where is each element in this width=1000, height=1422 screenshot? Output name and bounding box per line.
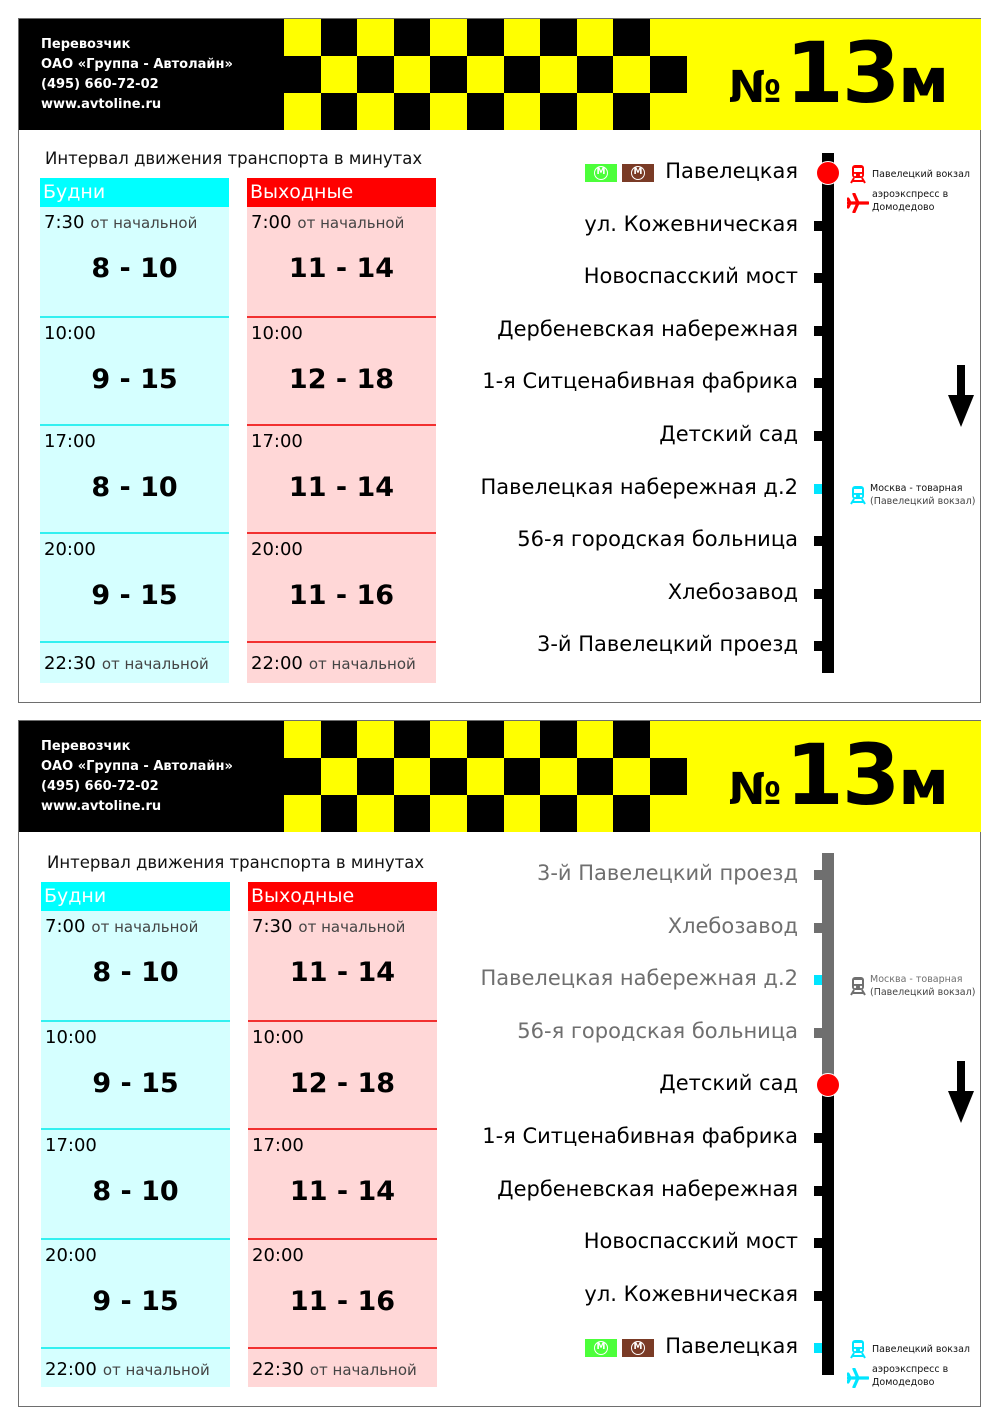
checker-square: [650, 56, 687, 93]
checker-square: [467, 56, 504, 93]
interval-row-last: [248, 1349, 437, 1387]
interval-time: 10:00: [252, 1027, 304, 1048]
checker-square: [430, 56, 467, 93]
checker-square: [613, 758, 650, 795]
interval-range: 8 - 10: [92, 957, 179, 988]
weekday-header: Будни: [41, 882, 230, 911]
interval-range: 11 - 14: [289, 1176, 396, 1207]
route-number-value: 13: [785, 726, 899, 824]
interval-time: 7:00: [45, 916, 86, 937]
weekend-column: [248, 882, 437, 1387]
stop-name: Новоспасский мост: [583, 264, 798, 289]
interval-range: 9 - 15: [91, 364, 178, 395]
weekday-column: [41, 882, 230, 1387]
stop-tick: [814, 1238, 822, 1248]
carrier-info: [41, 737, 233, 817]
interval-time: 10:00: [251, 323, 303, 344]
train-icon: [850, 485, 866, 509]
stop-name: Хлебозавод: [667, 579, 798, 604]
checker-square: [321, 19, 358, 56]
checker-square: [577, 795, 614, 832]
carrier-label: Перевозчик: [41, 37, 131, 52]
interval-range: 11 - 16: [289, 1286, 396, 1317]
aeroexpress-label: [872, 188, 948, 214]
stop-name: ул. Кожевническая: [584, 1281, 798, 1306]
checker-square: [394, 19, 431, 56]
interval-note: от начальной: [308, 655, 416, 673]
stop-name: Павелецкая: [665, 159, 798, 183]
checker-square: [284, 795, 321, 832]
train-icon: [850, 976, 866, 1000]
interval-row: [40, 534, 229, 643]
checker-square: [613, 93, 650, 130]
interval-range: 8 - 10: [92, 1176, 179, 1207]
stop-tick: [814, 536, 822, 546]
checker-square: [467, 721, 504, 758]
stop-tick: [814, 273, 822, 283]
carrier-phone: (495) 660-72-02: [41, 779, 159, 794]
stop-name: 56-я городская больница: [517, 1018, 798, 1043]
checker-square: [613, 721, 650, 758]
interval-time: 17:00: [251, 431, 303, 452]
checker-square: [577, 19, 614, 56]
timetable-panel-2: [18, 720, 981, 1407]
interval-row: [41, 911, 230, 1022]
stop-tick: [814, 326, 822, 336]
checker-square: [430, 758, 467, 795]
interval-range: 8 - 10: [91, 253, 178, 284]
checker-square: [430, 19, 467, 56]
interval-range: 9 - 15: [92, 1286, 179, 1317]
checker-square: [430, 721, 467, 758]
interval-time: 7:00: [251, 212, 292, 233]
route-number-value: 13: [785, 24, 899, 122]
airplane-icon: [847, 1368, 869, 1392]
interval-row: [248, 911, 437, 1022]
checker-square: [613, 795, 650, 832]
route-number-suffix: м: [898, 746, 949, 819]
stop-tick: [814, 1291, 822, 1301]
train-icon: [850, 164, 866, 188]
weekday-header: Будни: [40, 178, 229, 207]
stop-name: ул. Кожевническая: [584, 211, 798, 236]
stop-name: 3-й Павелецкий проезд: [536, 632, 798, 657]
interval-time: 22:00: [45, 1359, 97, 1380]
checker-square: [540, 721, 577, 758]
interval-time: 7:30: [252, 916, 293, 937]
interval-row: [248, 1130, 437, 1240]
interval-range: 11 - 14: [288, 472, 395, 503]
aeroexpress-label: [872, 1363, 948, 1389]
stop-name: Хлебозавод: [667, 913, 798, 938]
metro-logo-icon: M: [622, 1339, 654, 1357]
checker-square: [540, 93, 577, 130]
interval-time: 17:00: [44, 431, 96, 452]
route-number: [728, 21, 949, 126]
interval-time: 20:00: [251, 539, 303, 560]
interval-range: 11 - 14: [288, 253, 395, 284]
checker-square: [467, 758, 504, 795]
interval-row: [40, 207, 229, 318]
interval-range: 9 - 15: [91, 580, 178, 611]
aeroexpress-line2: Домодедово: [872, 1377, 935, 1389]
carrier-website[interactable]: www.avtoline.ru: [41, 97, 162, 112]
interval-row: [41, 1240, 230, 1349]
interval-row: [41, 1130, 230, 1240]
interval-time: 10:00: [45, 1027, 97, 1048]
interval-time: 22:30: [44, 653, 96, 674]
checker-square: [467, 93, 504, 130]
aeroexpress-line2: Домодедово: [872, 202, 935, 213]
interval-note: от начальной: [298, 918, 406, 936]
stop-tick: [814, 484, 822, 494]
metro-logo-icon: M: [585, 164, 617, 182]
stop-tick: [814, 221, 822, 231]
interval-row: [247, 318, 436, 426]
interval-time: 22:30: [252, 1359, 304, 1380]
aeroexpress-line1: аэроэкспресс в: [872, 1364, 949, 1376]
interval-time: 17:00: [45, 1135, 97, 1156]
interval-row: [41, 1022, 230, 1130]
interval-row-last: [41, 1349, 230, 1387]
weekend-column: [247, 178, 436, 683]
stop-name: 56-я городская больница: [517, 527, 798, 552]
checker-square: [394, 795, 431, 832]
checker-square: [321, 93, 358, 130]
stop-tick: [814, 378, 822, 388]
route-line-passed: [822, 853, 834, 1083]
freight-line2: (Павелецкий вокзал): [870, 495, 976, 507]
checker-pattern: [284, 19, 686, 130]
checker-square: [284, 56, 321, 93]
stop-tick: [814, 1133, 822, 1143]
carrier-company: ОАО «Группа - Автолайн»: [41, 759, 233, 774]
stop-name: 1-я Ситценабивная фабрика: [482, 369, 798, 394]
checker-square: [577, 758, 614, 795]
checker-square: [540, 758, 577, 795]
checker-square: [394, 56, 431, 93]
interval-time: 20:00: [44, 539, 96, 560]
freight-station-label: [870, 482, 975, 508]
interval-row-last: [247, 643, 436, 683]
checker-square: [504, 721, 541, 758]
freight-line2: (Павелецкий вокзал): [870, 987, 976, 999]
checker-square: [284, 721, 321, 758]
stop-name: Дербеневская набережная: [497, 316, 798, 341]
interval-row: [248, 1240, 437, 1349]
stop-tick: [814, 923, 822, 933]
stop-name: Детский сад: [659, 1071, 798, 1096]
current-stop-marker: [816, 1073, 840, 1097]
weekend-header: Выходные: [247, 178, 436, 207]
arrow-down-icon: [948, 1061, 974, 1123]
checker-square: [284, 19, 321, 56]
checker-square: [613, 56, 650, 93]
interval-row: [248, 1022, 437, 1130]
stop-tick: [814, 870, 822, 880]
checker-square: [577, 93, 614, 130]
transfer-station-label: Павелецкий вокзал: [872, 169, 970, 180]
interval-title: Интервал движения транспорта в минутах: [45, 149, 423, 168]
stop-name: Новоспасский мост: [583, 1229, 798, 1254]
interval-row: [247, 426, 436, 534]
stop-name: Павелецкая набережная д.2: [480, 966, 798, 991]
stop-tick: [814, 1186, 822, 1196]
checker-square: [357, 19, 394, 56]
interval-note: от начальной: [91, 918, 199, 936]
checker-square: [394, 758, 431, 795]
checker-square: [394, 93, 431, 130]
checker-square: [540, 19, 577, 56]
interval-range: 11 - 14: [289, 957, 396, 988]
weekday-column: [40, 178, 229, 683]
carrier-label: Перевозчик: [41, 739, 131, 754]
checker-square: [504, 93, 541, 130]
checker-square: [504, 795, 541, 832]
carrier-phone: (495) 660-72-02: [41, 77, 159, 92]
checker-square: [357, 721, 394, 758]
checker-square: [613, 19, 650, 56]
checker-square: [430, 93, 467, 130]
airplane-icon: [847, 193, 869, 217]
carrier-company: ОАО «Группа - Автолайн»: [41, 57, 233, 72]
route-header: [19, 721, 981, 832]
route-number-suffix: м: [898, 44, 949, 117]
checker-square: [540, 56, 577, 93]
interval-note: от начальной: [101, 655, 209, 673]
interval-time: 20:00: [45, 1245, 97, 1266]
stop-tick: [814, 431, 822, 441]
route-number-prefix: №: [728, 62, 782, 113]
checker-square: [284, 758, 321, 795]
checker-square: [577, 721, 614, 758]
route-number: [728, 723, 949, 828]
weekend-header: Выходные: [248, 882, 437, 911]
stop-name: 1-я Ситценабивная фабрика: [482, 1124, 798, 1148]
checker-square: [577, 56, 614, 93]
interval-row: [247, 534, 436, 643]
checker-square: [321, 56, 358, 93]
aeroexpress-line1: аэроэкспресс в: [872, 189, 949, 200]
route-line: [822, 1085, 834, 1375]
carrier-info: [41, 35, 233, 115]
transfer-station-label: Павелецкий вокзал: [872, 1344, 970, 1356]
interval-row-last: [40, 643, 229, 683]
stop-name: Павелецкая: [665, 1334, 798, 1359]
checker-square: [321, 721, 358, 758]
interval-time: 7:30: [44, 212, 85, 233]
interval-note: от начальной: [309, 1361, 417, 1379]
interval-time: 10:00: [44, 323, 96, 344]
checker-square: [357, 795, 394, 832]
stop-tick: [814, 589, 822, 599]
interval-range: 12 - 18: [288, 364, 395, 395]
stop-tick: [814, 975, 822, 985]
stop-name: 3-й Павелецкий проезд: [536, 861, 798, 885]
interval-row: [40, 318, 229, 426]
stop-name: Дербеневская набережная: [497, 1176, 798, 1201]
interval-time: 17:00: [252, 1135, 304, 1156]
carrier-website[interactable]: www.avtoline.ru: [41, 799, 162, 814]
interval-title: Интервал движения транспорта в минутах: [47, 853, 425, 872]
metro-logo-icon: M: [622, 164, 654, 182]
metro-logo-icon: M: [585, 1339, 617, 1357]
interval-note: от начальной: [90, 214, 198, 232]
interval-range: 8 - 10: [91, 472, 178, 503]
route-line: [822, 153, 834, 673]
checker-square: [357, 758, 394, 795]
stop-tick: [814, 641, 822, 651]
train-icon: [850, 1339, 866, 1363]
checker-square: [504, 758, 541, 795]
interval-note: от начальной: [297, 214, 405, 232]
stop-name: Павелецкая набережная д.2: [480, 474, 798, 499]
checker-pattern: [284, 721, 686, 832]
checker-square: [650, 758, 687, 795]
checker-square: [430, 795, 467, 832]
interval-range: 12 - 18: [289, 1068, 396, 1099]
checker-square: [540, 795, 577, 832]
freight-line1: Москва - товарная: [870, 482, 963, 494]
checker-square: [467, 19, 504, 56]
route-number-prefix: №: [728, 764, 782, 815]
interval-row: [40, 426, 229, 534]
interval-range: 11 - 16: [288, 580, 395, 611]
checker-square: [504, 19, 541, 56]
interval-note: от начальной: [102, 1361, 210, 1379]
freight-station-label: [870, 973, 975, 999]
interval-row: [247, 207, 436, 318]
stop-tick: [814, 1343, 822, 1353]
checker-square: [321, 795, 358, 832]
stop-name: Детский сад: [659, 422, 798, 446]
checker-square: [394, 721, 431, 758]
current-stop-marker: [816, 161, 840, 185]
interval-time: 22:00: [251, 653, 303, 674]
freight-line1: Москва - товарная: [870, 974, 963, 986]
arrow-down-icon: [948, 365, 974, 427]
checker-square: [357, 93, 394, 130]
timetable-panel-1: [18, 18, 981, 703]
stop-tick: [814, 1028, 822, 1038]
checker-square: [357, 56, 394, 93]
checker-square: [321, 758, 358, 795]
checker-square: [467, 795, 504, 832]
interval-range: 9 - 15: [92, 1068, 179, 1099]
interval-time: 20:00: [252, 1245, 304, 1266]
checker-square: [284, 93, 321, 130]
route-header: [19, 19, 981, 130]
checker-square: [504, 56, 541, 93]
